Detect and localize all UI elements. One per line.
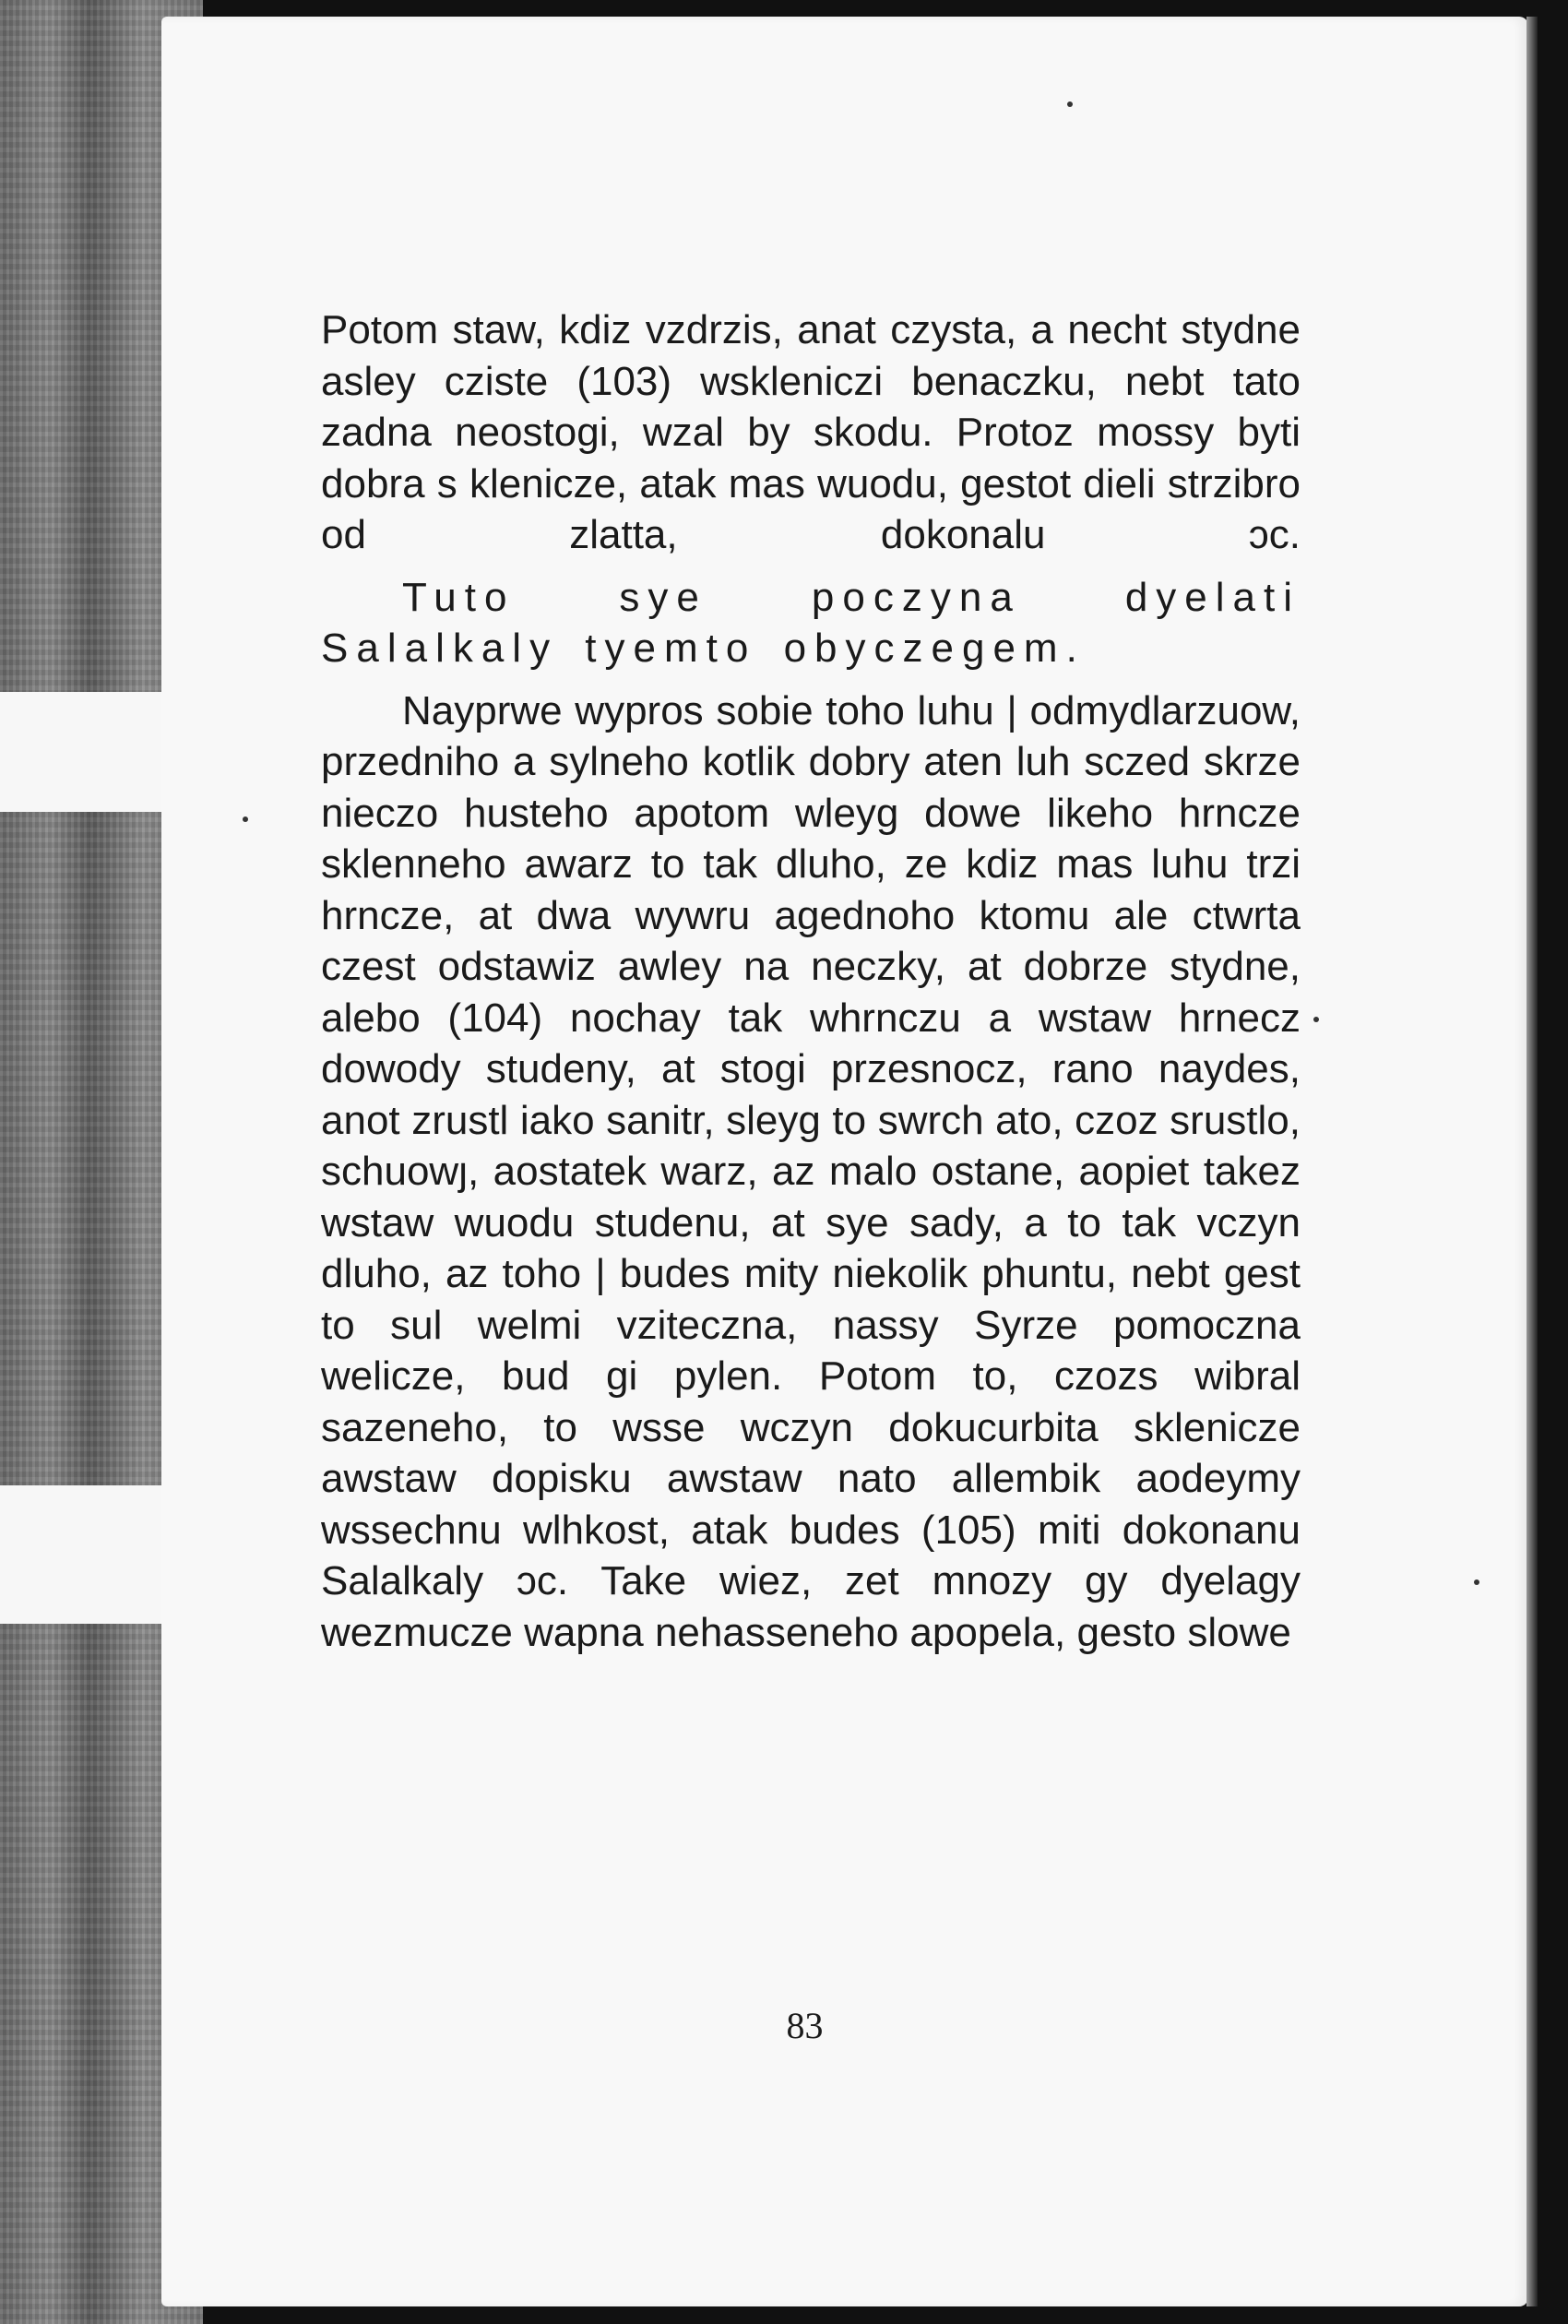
main-text: [321, 304, 1301, 1669]
paragraph-recipe: Nayprwe wypros sobie toho luhu | odmydlarzuow, przedniho a sylneho kotlik dobry aten luh sczed skrze nieczo husteho apotom wleyg dowe likeho hrncze sklenneho awarz to tak dluho, ze kdiz mas luhu trzi hrncze, at dwa wywru agednoho ktomu ale ctwrta czest odstawiz awley na neczky, at dobrze stydne, alebo (104) nochay tak whrnczu a wstaw hrnecz dowody studeny, at stogi przesnocz, rano naydes, anot zrustl iako sanitr, sleyg to swrch ato, czoz srustlo, schuowȷ, aostatek warz, az malo ostane, aopiet takez wstaw wuodu studenu, at sye sady, a to tak vczyn dluho, az toho | budes mity niekolik phuntu, nebt gest to sul welmi vziteczna, nassy Syrze pomoczna welicze, bud gi pylen. Potom to, czozs wibral sazeneho, to wsse wczyn dokucurbita sklenicze awstaw dopisku awstaw nato allembik aodeymy wssechnu wlhkost, atak budes (105) miti dokonanu Salalkaly ɔc. Take wiez, zet mnozy gy dyelagy wezmucze wapna nehasseneho apopela, gesto slowe: [321, 687, 1301, 1655]
paper-speck: [1474, 1579, 1479, 1585]
spine-gap: [0, 692, 166, 812]
paper-speck: [1067, 101, 1073, 107]
page-edge-shadow: [1526, 17, 1538, 2306]
paper-speck: [243, 816, 248, 822]
paper-speck: [1313, 1017, 1319, 1022]
paragraph-intro: Potom staw, kdiz vzdrzis, anat czysta, a necht stydne asley cziste (103) wskleniczi benaczku, nebt tato zadna neostogi, wzal by skodu. Protoz mossy byti dobra s klenicze, atak mas wuodu, gestot dieli strzibro od zlatta, dokonalu ɔc.: [321, 307, 1301, 557]
section-heading: Tuto sye poczyna dyelati Salalkaly tyemto obyczegem.: [321, 574, 1301, 671]
page-number-row: [0, 2004, 1568, 2047]
spine-gap: [0, 1485, 166, 1624]
page-number: 83: [786, 2005, 824, 2046]
